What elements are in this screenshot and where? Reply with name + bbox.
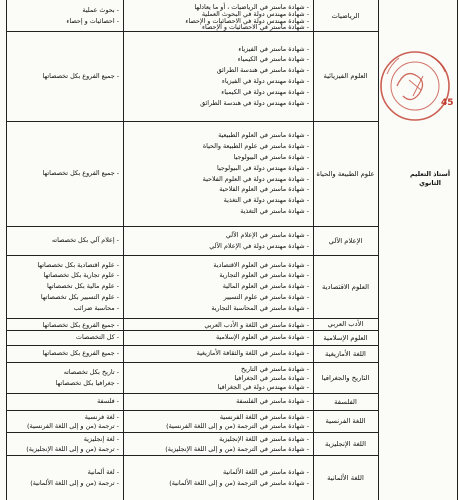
degree-item: - شهادة ماستر في الرياضيات ، أو ما يعادلها bbox=[194, 3, 309, 11]
degree-item: - شهادة ماستر في العلوم الطبيعية bbox=[218, 131, 309, 140]
subject-cell: العلوم الإسلامية bbox=[323, 333, 368, 342]
degree-item: - شهادة ماستر في المحاسبة التجارية bbox=[211, 303, 309, 312]
degree-item: - شهادة مهندس دولة في البيولوجيا bbox=[217, 163, 309, 172]
specialty-item: - تاريخ بكل تخصصاته bbox=[63, 367, 119, 376]
specialty-item: - جميع الفروع بكل تخصصاتها bbox=[42, 71, 119, 80]
degree-item: - شهادة ماستر في العلوم الفلاحية bbox=[219, 185, 309, 194]
degree-item: - شهادة ماستر في العلوم المالية bbox=[222, 282, 309, 291]
subject-cell: اللغة الألمانية bbox=[327, 473, 364, 482]
table-border-left bbox=[6, 0, 7, 500]
degree-item: - شهادة ماستر في الترجمة (من و إلى اللغة الفرنسية) bbox=[166, 422, 309, 430]
official-stamp bbox=[379, 46, 457, 126]
row-divider bbox=[6, 345, 378, 346]
table-divider-subject bbox=[313, 0, 314, 500]
subject-cell: الرياضيات bbox=[331, 11, 360, 20]
table-divider-rank bbox=[378, 0, 379, 500]
degree-item: - شهادة ماستر في العلوم الإسلامية bbox=[215, 333, 309, 342]
row-divider bbox=[6, 226, 378, 227]
degree-item: - شهادة ماستر في اللغة الإنجليزية bbox=[219, 435, 309, 443]
subject-cell: الأدب العربي bbox=[327, 320, 364, 328]
degree-item: - شهادة مهندس دولة في هندسة الطرائق bbox=[200, 98, 309, 107]
degree-item: - شهادة ماستر في الفلسفة bbox=[236, 397, 309, 406]
degree-item: - شهادة ماستر في علوم الطبيعة والحياة bbox=[202, 142, 309, 151]
specialty-item: - لغة إنجليزية bbox=[83, 435, 119, 443]
subject-cell: العلوم الفيزيائية bbox=[323, 72, 368, 80]
table-border-right bbox=[457, 0, 458, 500]
specialty-item: - ترجمة (من و إلى اللغة الألمانية) bbox=[30, 478, 119, 487]
degree-item: - شهادة ماستر في اللغة الألمانية bbox=[223, 467, 309, 476]
degree-item: - شهادة ماستر في البيولوجيا bbox=[233, 152, 309, 161]
degree-item: - شهادة مهندس دولة في الفيزياء bbox=[221, 77, 309, 85]
specialty-item: - فلسفة bbox=[97, 397, 119, 406]
specialty-item: - جميع الفروع بكل تخصصاتها bbox=[42, 321, 119, 329]
degree-item: - شهادة ماستر في اللغة والثقافة الأمازيغية bbox=[196, 349, 309, 358]
specialty-item: - جميع الفروع بكل تخصصاتها bbox=[42, 169, 119, 178]
subject-cell: اللغة الفرنسية bbox=[325, 417, 366, 425]
degree-item: - شهادة ماستر في اللغة الفرنسية bbox=[219, 413, 309, 421]
degree-item: - شهادة ماستر في اللغة و الأدب العربي bbox=[204, 321, 309, 329]
specialty-item: - احصائيات و إحصاء bbox=[66, 16, 119, 25]
degree-item: - شهادة مهندس دولة في العلوم الفلاحية bbox=[202, 174, 309, 183]
specialty-item: - كل التخصصات bbox=[75, 333, 119, 342]
row-divider bbox=[6, 318, 378, 319]
degree-item: - شهادة ماستر في الترجمة (من و إلى اللغة الإنجليزية) bbox=[165, 444, 309, 453]
subject-cell: الفلسفة bbox=[334, 397, 357, 406]
subject-cell: العلوم الاقتصادية bbox=[322, 282, 369, 291]
degree-item: - شهادة مهندس دولة في الجغرافيا bbox=[217, 383, 309, 391]
degree-item: - شهادة مهندس دولة في البحوث العملية bbox=[201, 9, 309, 18]
degree-item: - شهادة ماستر في الفيزياء bbox=[238, 44, 309, 53]
degree-item: - شهادة ماستر في الإعلام الآلي bbox=[225, 230, 309, 239]
specialty-item: - علوم اقتصادية بكل تخصصاتها bbox=[37, 260, 119, 269]
table-divider-specialties bbox=[123, 0, 124, 500]
row-divider bbox=[6, 362, 378, 363]
row-divider bbox=[6, 432, 378, 433]
row-divider bbox=[6, 330, 378, 331]
subject-cell: اللغة الإنجليزية bbox=[325, 439, 366, 448]
subject-cell: علوم الطبيعة والحياة bbox=[316, 169, 375, 178]
specialty-item: - لغة ألمانية bbox=[87, 467, 119, 476]
degree-item: - شهادة ماستر في علوم التسيير bbox=[223, 292, 309, 301]
degree-item: - شهادة مهندس دولة في الإعلام الآلي bbox=[209, 241, 309, 250]
degree-item: - شهادة ماستر في الترجمة (من و إلى اللغة الألمانية) bbox=[169, 478, 309, 487]
specialty-item: - جميع الفروع بكل تخصصاتها bbox=[42, 349, 119, 358]
specialty-item: - محاسبة ضرائب bbox=[73, 303, 119, 312]
stamp-number: 45 bbox=[441, 98, 454, 108]
specialty-item: - لغة فرنسية bbox=[84, 413, 119, 421]
degree-item: - شهادة مهندس دولة في الاحصائيات و الإحصاء bbox=[185, 16, 309, 25]
rank-title-line1: أستاذ التعليم bbox=[409, 170, 451, 178]
specialty-item: - جغرافيا بكل تخصصاتها bbox=[55, 378, 119, 387]
row-divider bbox=[6, 121, 378, 122]
subject-cell: اللغة الأمازيغية bbox=[325, 349, 366, 358]
row-divider bbox=[6, 393, 378, 394]
degree-item: - شهادة ماستر في الجغرافيا bbox=[234, 374, 309, 382]
degree-item: - شهادة ماستر في هندسة الطرائق bbox=[216, 66, 309, 75]
degree-item: - شهادة ماستر في التاريخ bbox=[240, 365, 309, 373]
degree-item: - شهادة ماستر في العلوم التجارية bbox=[219, 271, 309, 280]
specialty-item: - ترجمة (من و إلى اللغة الإنجليزية) bbox=[26, 444, 119, 453]
subject-cell: الإعلام الآلي bbox=[328, 236, 363, 245]
specialty-item: - علوم التسيير بكل تخصصاتها bbox=[40, 292, 119, 301]
specialty-item: - إعلام آلي بكل تخصصاته bbox=[51, 236, 119, 245]
degree-item: - شهادة مهندس دولة في التغذية bbox=[223, 196, 309, 205]
specialty-item: - علوم مالية بكل تخصصاتها bbox=[46, 282, 119, 291]
degree-item: - شهادة ماستر في الاحصائيات و الإحصاء bbox=[202, 23, 309, 32]
degree-item: - شهادة ماستر في الكيمياء bbox=[237, 55, 309, 64]
row-divider bbox=[6, 255, 378, 256]
degree-item: - شهادة ماستر في التغذية bbox=[240, 206, 309, 215]
row-divider bbox=[6, 455, 378, 456]
specialty-item: - ترجمة (من و إلى اللغة الفرنسية) bbox=[27, 422, 119, 430]
specialty-item: - بحوث عملية bbox=[82, 5, 119, 14]
rank-title-line2: الثانوي bbox=[419, 179, 441, 187]
degree-item: - شهادة مهندس دولة في الكيمياء bbox=[221, 87, 309, 96]
specialty-item: - علوم تجارية بكل تخصصاتها bbox=[43, 271, 119, 280]
row-divider bbox=[6, 410, 378, 411]
row-divider bbox=[6, 31, 378, 32]
subject-cell: التاريخ والجغرافيا bbox=[321, 373, 370, 382]
degree-item: - شهادة ماستر في العلوم الاقتصادية bbox=[213, 260, 309, 269]
